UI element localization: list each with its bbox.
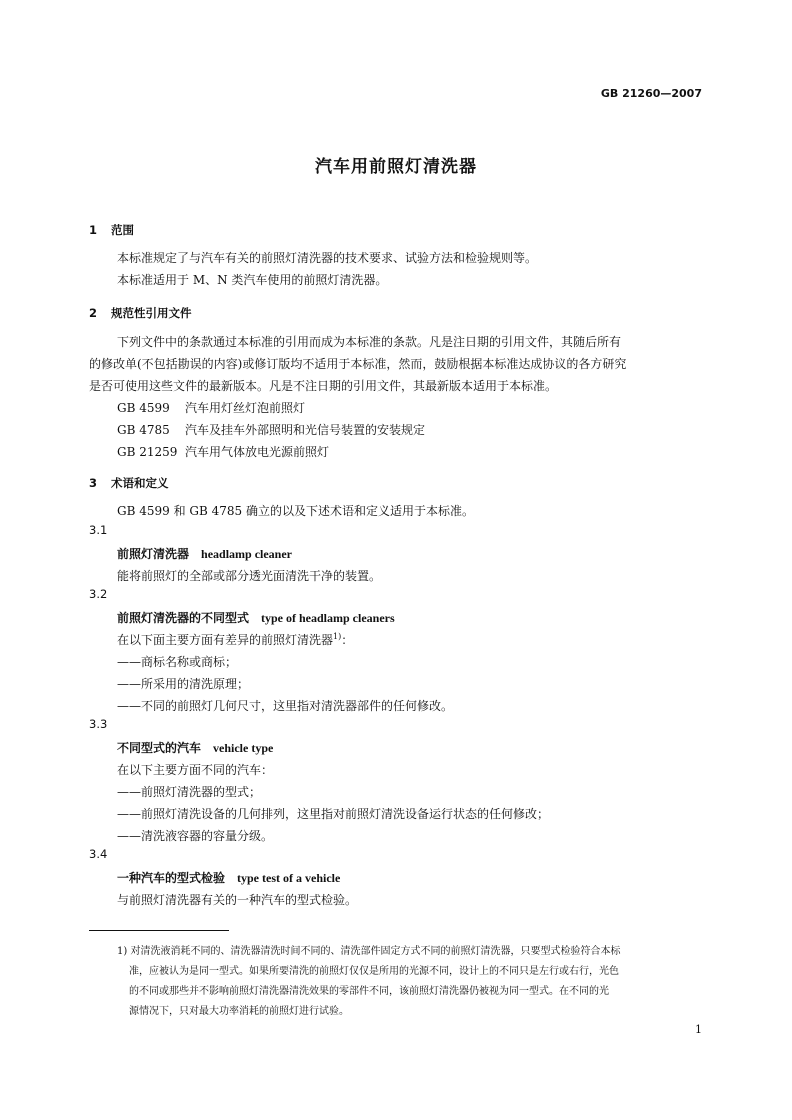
term-name-en: type test of a vehicle	[237, 871, 341, 885]
list-item: ——所采用的清洗原理；	[117, 677, 250, 691]
term-heading	[117, 869, 340, 886]
list-item: ——清洗液容器的容量分级。	[117, 829, 274, 843]
document-title: 汽车用前照灯清洗器	[315, 157, 477, 177]
section-1-heading	[89, 222, 134, 238]
term-definition-text: 在以下面主要方面有差异的前照灯清洗器	[117, 633, 334, 647]
term-name-zh: 不同型式的汽车	[117, 741, 202, 755]
reference-title: 汽车用灯丝灯泡前照灯	[185, 401, 306, 415]
section-number: 2	[89, 306, 98, 320]
section-2-paragraph-line-1: 下列文件中的条款通过本标准的引用而成为本标准的条款。凡是注日期的引用文件，其随后所有	[117, 335, 622, 349]
reference-item	[117, 399, 305, 416]
reference-code: GB 4785	[117, 423, 170, 437]
section-number: 3	[89, 476, 98, 490]
standard-code: GB 21260—2007	[600, 87, 702, 100]
term-heading	[117, 609, 395, 626]
section-2-heading	[89, 305, 192, 321]
list-item: ——前照灯清洗器的型式；	[117, 785, 262, 799]
reference-item	[117, 421, 425, 438]
section-2-paragraph-line-3: 是否可使用这些文件的最新版本。凡是不注日期的引用文件，其最新版本适用于本标准。	[89, 379, 558, 393]
term-definition: 在以下主要方面不同的汽车：	[117, 763, 274, 777]
section-3-heading	[89, 475, 169, 491]
term-definition	[117, 631, 353, 648]
term-heading	[117, 545, 292, 562]
term-name-zh: 一种汽车的型式检验	[117, 871, 226, 885]
term-name-zh: 前照灯清洗器的不同型式	[117, 611, 250, 625]
list-item: ——前照灯清洗设备的几何排列，这里指对前照灯清洗设备运行状态的任何修改；	[117, 807, 550, 821]
footnote-line: 的不同或那些并不影响前照灯清洗器清洗效果的零部件不同，该前照灯清洗器仍被视为同一型式。在不同的光	[129, 986, 609, 997]
list-item: ——不同的前照灯几何尺寸，这里指对清洗器部件的任何修改。	[117, 699, 454, 713]
reference-code: GB 21259	[117, 445, 178, 459]
section-2-paragraph-line-2: 的修改单(不包括勘误的内容)或修订版均不适用于本标准，然而，鼓励根据本标准达成协议的各方研究	[89, 357, 627, 371]
term-name-en: type of headlamp cleaners	[261, 611, 395, 625]
footnote-line: 准，应被认为是同一型式。如果所要清洗的前照灯仅仅是所用的光源不同，设计上的不同只是左行或右行，光色	[129, 966, 619, 977]
section-number: 1	[89, 223, 98, 237]
term-number: 3.2	[89, 587, 108, 601]
term-name-en: headlamp cleaner	[201, 547, 293, 561]
list-item: ——商标名称或商标；	[117, 655, 238, 669]
section-title: 术语和定义	[111, 476, 169, 490]
reference-title: 汽车用气体放电光源前照灯	[185, 445, 330, 459]
term-name-en: vehicle type	[213, 741, 274, 755]
page-number: 1	[695, 1023, 702, 1036]
term-number: 3.1	[89, 523, 108, 537]
term-name-zh: 前照灯清洗器	[117, 547, 190, 561]
section-title: 规范性引用文件	[111, 306, 192, 320]
reference-title: 汽车及挂车外部照明和光信号装置的安装规定	[185, 423, 426, 437]
section-title: 范围	[111, 223, 134, 237]
section-1-paragraph-2: 本标准适用于 M、N 类汽车使用的前照灯清洗器。	[117, 273, 388, 287]
reference-code: GB 4599	[117, 401, 170, 415]
term-number: 3.3	[89, 717, 108, 731]
section-1-paragraph-1: 本标准规定了与汽车有关的前照灯清洗器的技术要求、试验方法和检验规则等。	[117, 251, 538, 265]
footnote-divider	[89, 930, 229, 931]
footnote-line: 1) 对清洗液消耗不同的、清洗器清洗时间不同的、清洗部件固定方式不同的前照灯清洗器，只要型式检验符合本标	[117, 946, 621, 957]
footnote-ref[interactable]: 1)	[333, 632, 342, 641]
term-number: 3.4	[89, 847, 108, 861]
term-heading	[117, 739, 273, 756]
footnote-line: 源情况下，只对最大功率消耗的前照灯进行试验。	[129, 1006, 349, 1017]
term-definition: 与前照灯清洗器有关的一种汽车的型式检验。	[117, 893, 358, 907]
term-definition: 能将前照灯的全部或部分透光面清洗干净的装置。	[117, 569, 382, 583]
reference-item	[117, 443, 329, 460]
section-3-paragraph: GB 4599 和 GB 4785 确立的以及下述术语和定义适用于本标准。	[117, 504, 474, 518]
term-definition-end: ：	[341, 633, 354, 647]
